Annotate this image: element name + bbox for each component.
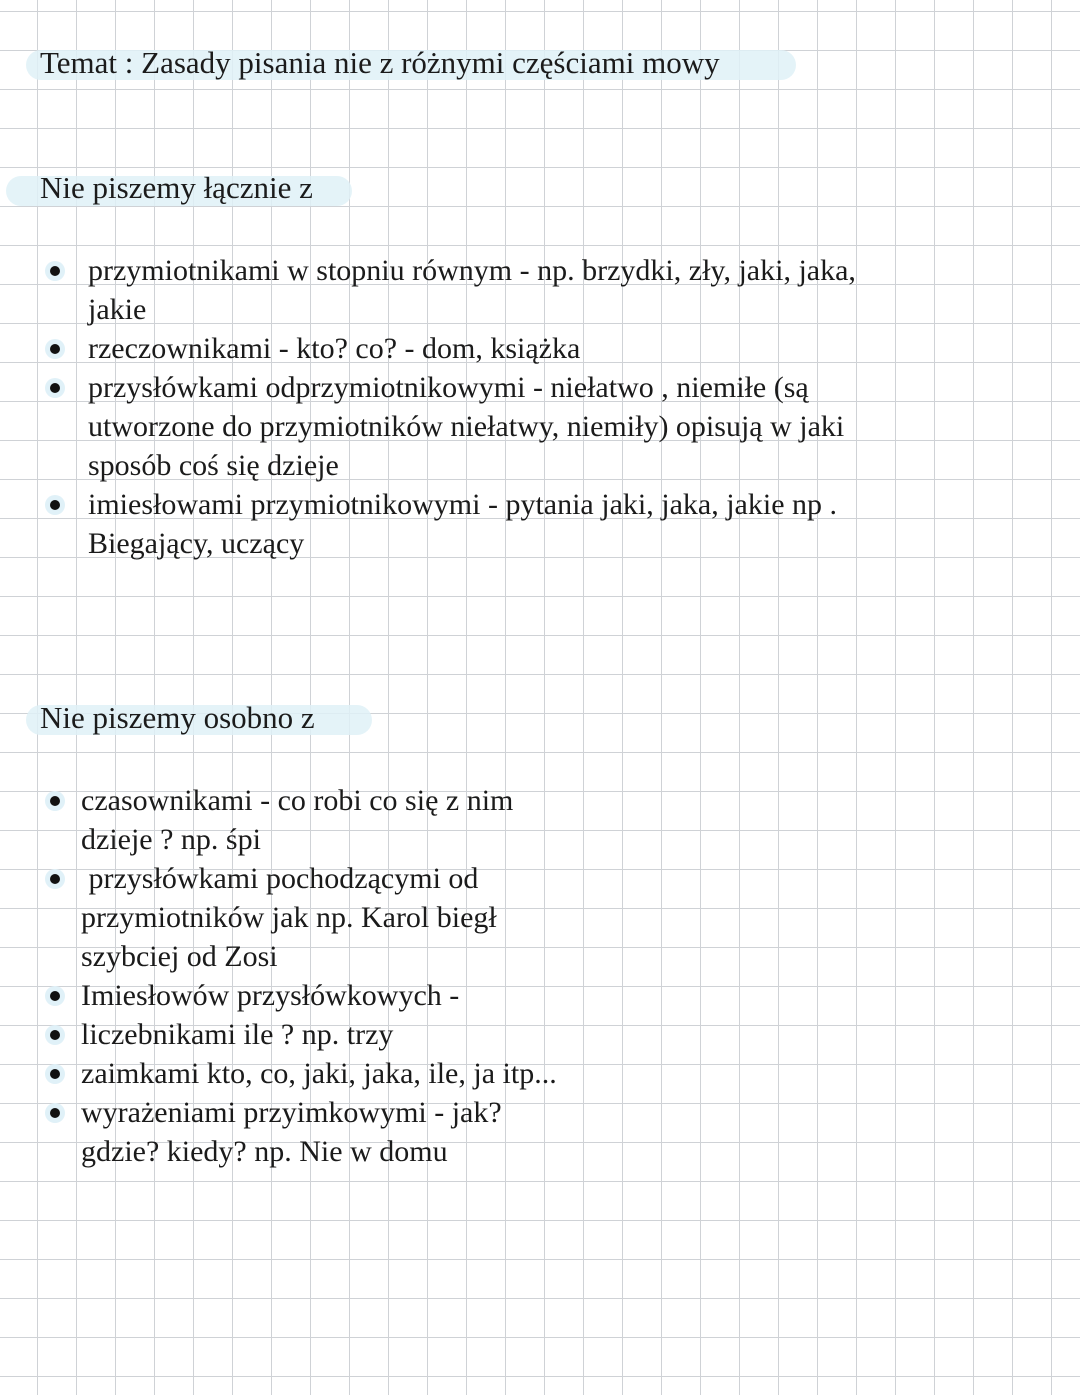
list-item: liczebnikami ile ? np. trzy bbox=[81, 1015, 681, 1054]
bullet-icon bbox=[45, 869, 65, 889]
bullet-icon bbox=[45, 1025, 65, 1045]
list-item: Imiesłowów przysłówkowych - bbox=[81, 976, 681, 1015]
bullet-icon bbox=[45, 1103, 65, 1123]
heading-joined: Nie piszemy łącznie z bbox=[40, 170, 313, 205]
bullet-icon bbox=[45, 339, 65, 359]
list-item: zaimkami kto, co, jaki, jaka, ile, ja itp... bbox=[81, 1054, 681, 1093]
bullet-icon bbox=[45, 986, 65, 1006]
bullet-icon bbox=[45, 261, 65, 281]
list-item: wyrażeniami przyimkowymi - jak? gdzie? kiedy? np. Nie w domu bbox=[81, 1093, 681, 1171]
bullet-icon bbox=[45, 378, 65, 398]
list-separate bbox=[81, 781, 681, 1171]
bullet-icon bbox=[45, 1064, 65, 1084]
list-joined bbox=[88, 251, 988, 563]
bullet-icon bbox=[45, 791, 65, 811]
list-item: przysłówkami pochodzącymi od przymiotników jak np. Karol biegł szybciej od Zosi bbox=[81, 859, 681, 976]
list-item: rzeczownikami - kto? co? - dom, książka bbox=[88, 329, 988, 368]
page-title: Temat : Zasady pisania nie z różnymi częściami mowy bbox=[40, 45, 720, 80]
bullet-icon bbox=[45, 495, 65, 515]
list-item: przysłówkami odprzymiotnikowymi - niełatwo , niemiłe (są utworzone do przymiotników niełatwy, niemiły) opisują w jaki sposób coś się dzieje bbox=[88, 368, 988, 485]
list-item: imiesłowami przymiotnikowymi - pytania jaki, jaka, jakie np . Biegający, uczący bbox=[88, 485, 988, 563]
heading-separate: Nie piszemy osobno z bbox=[40, 700, 315, 735]
list-item: przymiotnikami w stopniu równym - np. brzydki, zły, jaki, jaka, jakie bbox=[88, 251, 988, 329]
list-item: czasownikami - co robi co się z nim dzieje ? np. śpi bbox=[81, 781, 681, 859]
